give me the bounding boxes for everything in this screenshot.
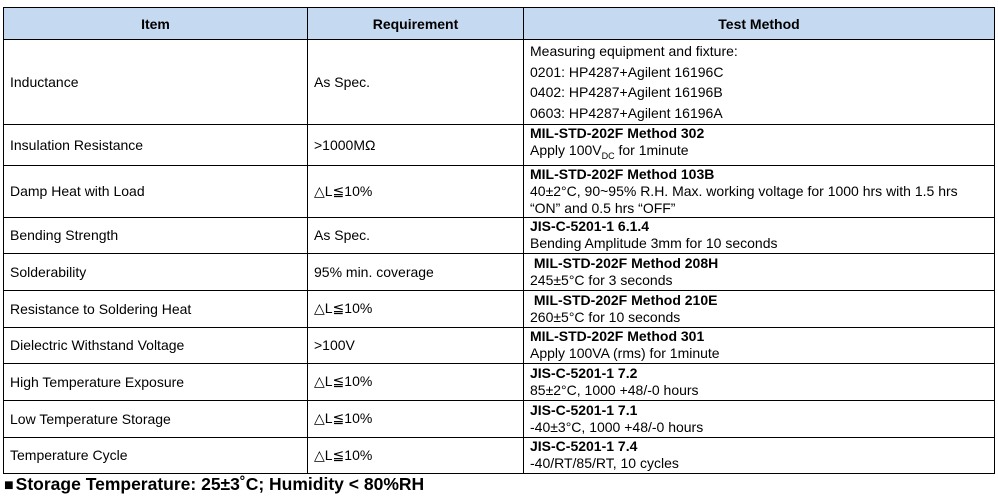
table-row: [4, 217, 995, 253]
table-row: [4, 327, 995, 363]
method-standard: JIS-C-5201-1 7.4: [530, 438, 638, 455]
requirement-cell: >1000MΩ: [308, 125, 524, 166]
table-row: [4, 125, 995, 166]
table-row: [4, 253, 995, 290]
requirement-cell: △L≦10%: [308, 400, 524, 437]
method-standard: MIL-STD-202F Method 301: [530, 328, 705, 345]
method-detail: 40±2°C, 90~95% R.H. Max. working voltage for 1000 hrs with 1.5 hrs “ON” and 0.5 hrs “OFF”: [530, 182, 958, 216]
method-detail: 245±5°C for 3 seconds: [530, 271, 673, 288]
item-cell: Inductance: [4, 40, 308, 125]
item-cell: Resistance to Soldering Heat: [4, 290, 308, 327]
requirement-cell: As Spec.: [308, 217, 524, 253]
method-detail: Apply 100VA (rms) for 1minute: [530, 345, 720, 362]
item-cell: Damp Heat with Load: [4, 165, 308, 217]
test-method-cell: [524, 363, 995, 400]
table-header-row: [4, 8, 995, 40]
item-cell: Low Temperature Storage: [4, 400, 308, 437]
requirement-cell: △L≦10%: [308, 165, 524, 217]
method-standard: JIS-C-5201-1 7.2: [530, 364, 638, 381]
method-standard: JIS-C-5201-1 7.1: [530, 401, 638, 418]
method-detail: 85±2°C, 1000 +48/-0 hours: [530, 381, 699, 398]
method-standard: MIL-STD-202F Method 103B: [530, 165, 715, 182]
test-method-cell: [524, 400, 995, 437]
requirement-cell: >100V: [308, 327, 524, 363]
storage-note-text: Storage Temperature: 25±3˚C; Humidity < 80%RH: [15, 474, 425, 494]
table-row: [4, 165, 995, 217]
table-row: [4, 290, 995, 327]
test-method-cell: [524, 217, 995, 253]
table-row: [4, 437, 995, 473]
test-method-cell: [524, 437, 995, 473]
table-row: [4, 400, 995, 437]
item-cell: Bending Strength: [4, 217, 308, 253]
requirement-cell: As Spec.: [308, 40, 524, 125]
test-method-cell: [524, 253, 995, 290]
method-line: 0402: HP4287+Agilent 16196B: [530, 84, 723, 100]
method-standard: MIL-STD-202F Method 210E: [530, 291, 718, 308]
method-line: 0603: HP4287+Agilent 16196A: [530, 104, 723, 121]
header-test-method: Test Method: [524, 8, 995, 40]
requirement-cell: △L≦10%: [308, 437, 524, 473]
storage-note: [4, 474, 424, 495]
method-line: 0201: HP4287+Agilent 16196C: [530, 63, 724, 80]
method-line: Measuring equipment and fixture:: [530, 43, 738, 59]
method-detail: Apply $100V_{DC}$ for 1minute: [530, 142, 689, 161]
method-standard: JIS-C-5201-1 6.1.4: [530, 218, 650, 235]
requirement-cell: △L≦10%: [308, 363, 524, 400]
requirement-cell: 95% min. coverage: [308, 253, 524, 290]
table-row: [4, 363, 995, 400]
header-requirement: Requirement: [308, 8, 524, 40]
header-item: Item: [4, 8, 308, 40]
method-standard: MIL-STD-202F Method 302: [530, 125, 705, 141]
method-detail: -40±3°C, 1000 +48/-0 hours: [530, 418, 704, 435]
method-detail: -40/RT/85/RT, 10 cycles: [530, 455, 679, 472]
item-cell: Dielectric Withstand Voltage: [4, 327, 308, 363]
square-bullet-icon: ■: [4, 477, 14, 494]
item-cell: Solderability: [4, 253, 308, 290]
item-cell: Insulation Resistance: [4, 125, 308, 166]
method-detail: Bending Amplitude 3mm for 10 seconds: [530, 235, 778, 252]
test-method-cell: [524, 290, 995, 327]
table-row: [4, 40, 995, 125]
method-detail: 260±5°C for 10 seconds: [530, 308, 681, 325]
item-cell: High Temperature Exposure: [4, 363, 308, 400]
test-method-cell: [524, 165, 995, 217]
test-spec-table: [3, 7, 995, 474]
requirement-cell: △L≦10%: [308, 290, 524, 327]
test-method-cell: [524, 125, 995, 166]
item-cell: Temperature Cycle: [4, 437, 308, 473]
test-method-cell: [524, 40, 995, 125]
method-standard: MIL-STD-202F Method 208H: [530, 254, 719, 271]
test-method-cell: [524, 327, 995, 363]
